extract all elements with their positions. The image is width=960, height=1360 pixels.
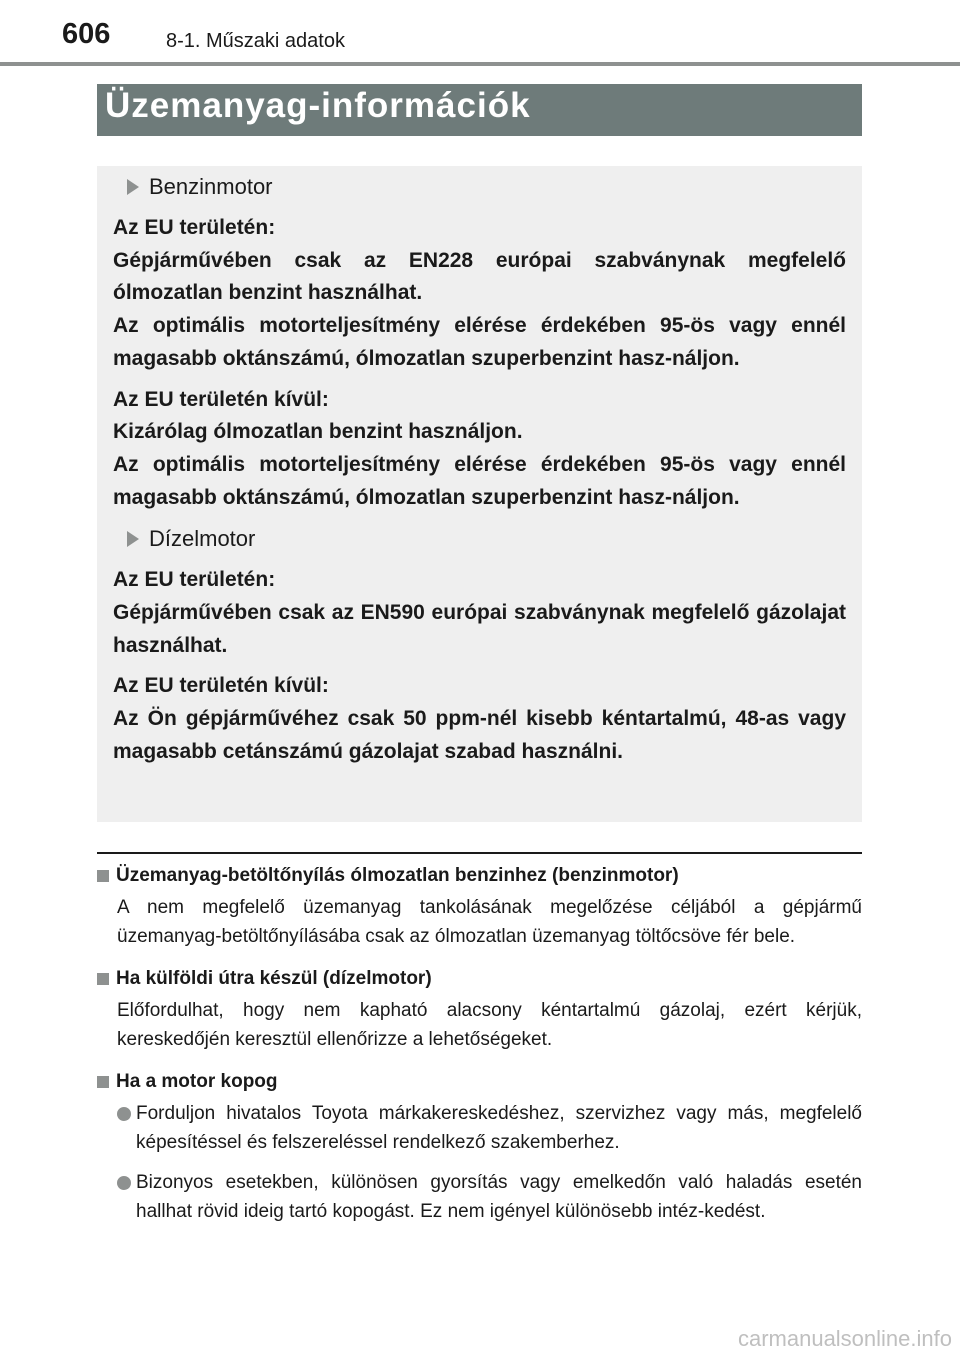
diesel-eu-label: Az EU területén: — [113, 568, 276, 592]
diesel-heading: Dízelmotor — [149, 526, 256, 552]
section-label: 8-1. Műszaki adatok — [166, 30, 345, 52]
square-bullet-icon — [97, 973, 109, 985]
gasoline-subhead — [113, 172, 846, 202]
note-heading-text: Ha a motor kopog — [116, 1071, 278, 1092]
title-bar — [97, 84, 862, 136]
page-number: 606 — [62, 18, 111, 50]
header-rule — [0, 62, 960, 66]
square-bullet-icon — [97, 870, 109, 882]
footer-watermark: carmanualsonline.info — [737, 1326, 952, 1351]
triangle-bullet-icon — [127, 179, 139, 195]
diesel-non-eu-label: Az EU területén kívül: — [113, 674, 329, 698]
bullet-text: Bizonyos esetekben, különösen gyorsítás vagy emelkedőn való haladás esetén hallhat rövid ideig tartó kopogást. Ez nem igényel különösebb intéz-kedést. — [136, 1172, 862, 1222]
circle-bullet-icon — [117, 1176, 131, 1190]
diesel-subhead — [113, 524, 846, 554]
fuel-info-box — [97, 166, 862, 822]
gasoline-non-eu-text-1: Kizárólag ólmozatlan benzint használjon. — [113, 420, 523, 444]
note-heading-text: Ha külföldi útra készül (dízelmotor) — [116, 968, 432, 989]
gasoline-eu-label: Az EU területén: — [113, 216, 276, 239]
gasoline-non-eu-text-2: Az optimális motorteljesítmény elérése érdekében 95-ös vagy ennél magasabb oktánszámú, ólmozatlan szuperbenzint hasz-náljon. — [113, 452, 846, 509]
circle-bullet-icon — [117, 1107, 131, 1121]
note-heading-text: Üzemanyag-betöltőnyílás ólmozatlan benzinhez (benzinmotor) — [116, 865, 679, 886]
note-body: Előfordulhat, hogy nem kapható alacsony kéntartalmú gázolaj, ezért kérjük, kereskedőjén keresztül ellenőrizze a lehetőségeket. — [117, 1000, 862, 1050]
note-heading — [97, 965, 862, 993]
note-heading — [97, 862, 862, 890]
bullet-text: Forduljon hivatalos Toyota márkakereskedéshez, szervizhez vagy más, megfelelő képesítéssel és felszereléssel rendelkező szakemberhez. — [136, 1103, 862, 1153]
diesel-eu-paragraph — [113, 564, 846, 662]
square-bullet-icon — [97, 1076, 109, 1088]
gasoline-heading: Benzinmotor — [149, 174, 273, 199]
gasoline-eu-text-1: Gépjárművében csak az EN228 európai szabványnak megfelelő ólmozatlan benzint használhat. — [113, 248, 846, 305]
diesel-non-eu-text: Az Ön gépjárművéhez csak 50 ppm-nél kisebb kéntartalmú, 48-as vagy magasabb cetánszámú gázolajat szabad használni. — [113, 707, 846, 763]
page-title: Üzemanyag-információk — [105, 86, 531, 125]
list-item — [97, 1169, 862, 1226]
list-item — [97, 1100, 862, 1157]
gasoline-eu-text-2: Az optimális motorteljesítmény elérése érdekében 95-ös vagy ennél magasabb oktánszámú, ólmozatlan szuperbenzint hasz-náljon. — [113, 314, 846, 370]
notes-section — [97, 862, 862, 1238]
gasoline-eu-paragraph — [113, 212, 846, 376]
note-heading — [97, 1068, 862, 1096]
section-divider — [97, 852, 862, 854]
diesel-non-eu-paragraph — [113, 670, 846, 768]
triangle-bullet-icon — [127, 531, 139, 547]
diesel-eu-text: Gépjárművében csak az EN590 európai szabványnak megfelelő gázolajat használhat. — [113, 601, 846, 657]
note-body: A nem megfelelő üzemanyag tankolásának megelőzése céljából a gépjármű üzemanyag-betöltőnyílásába csak az ólmozatlan üzemanyag töltőcsöve fér bele. — [117, 897, 862, 947]
gasoline-non-eu-label: Az EU területén kívül: — [113, 387, 329, 411]
gasoline-non-eu-paragraph — [113, 384, 846, 515]
